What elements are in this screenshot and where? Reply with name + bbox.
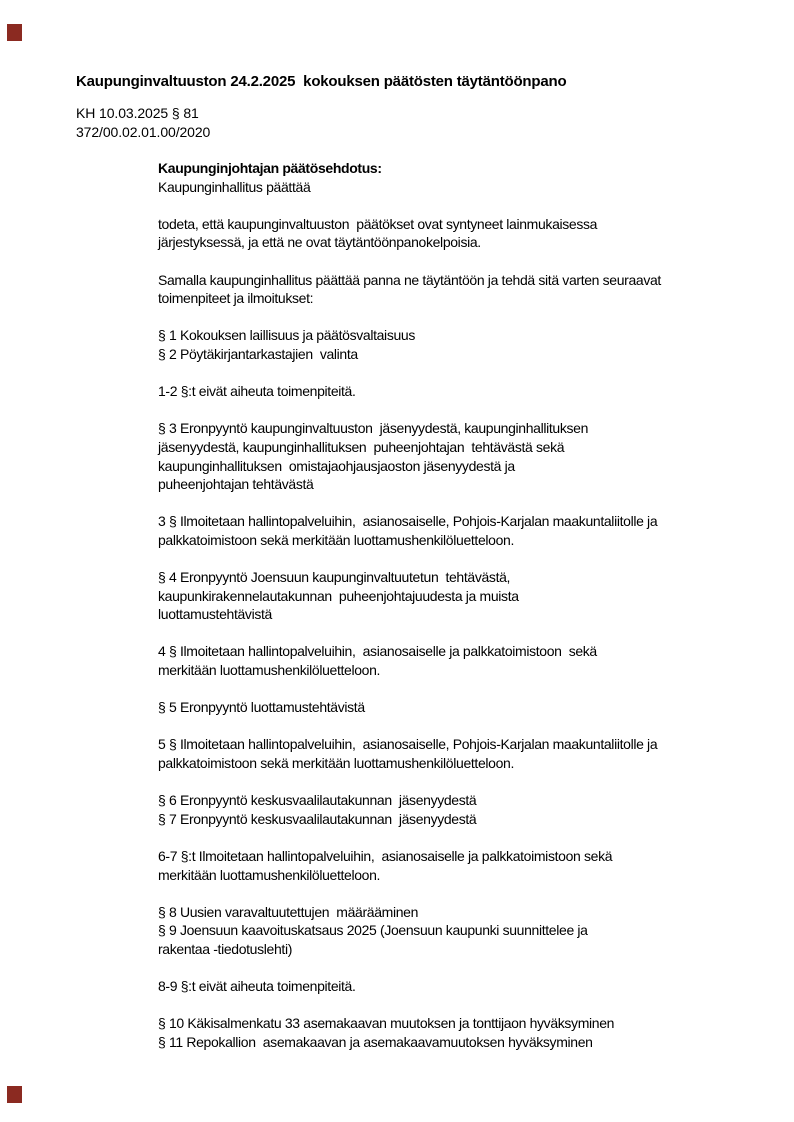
- text-line: 1-2 §:t eivät aiheuta toimenpiteitä.: [158, 383, 356, 400]
- text-line: kaupunginhallituksen omistajaohjausjaoston jäsenyydestä ja: [158, 457, 515, 474]
- text-line: merkitään luottamushenkilöluetteloon.: [158, 662, 381, 679]
- text-line: luottamustehtävistä: [158, 606, 272, 623]
- text-line: 4 § Ilmoitetaan hallintopalveluihin, asianosaiselle ja palkkatoimistoon sekä: [158, 643, 597, 660]
- paragraph: [158, 642, 764, 679]
- text-line: § 9 Joensuun kaavoituskatsaus 2025 (Joensuun kaupunki suunnittelee ja: [158, 922, 588, 939]
- paragraph: [158, 271, 764, 308]
- text-line: jäsenyydestä, kaupunginhallituksen puheenjohtajan tehtävästä sekä: [158, 438, 565, 455]
- text-line: § 6 Eronpyyntö keskusvaalilautakunnan jäsenyydestä: [158, 792, 477, 809]
- page-edge-mark-top: [7, 24, 22, 41]
- bold-text-line: Kaupunginjohtajan päätösehdotus:: [158, 160, 382, 176]
- text-line: kaupunkirakennelautakunnan puheenjohtajuudesta ja muista: [158, 587, 519, 604]
- text-line: 3 § Ilmoitetaan hallintopalveluihin, asianosaiselle, Pohjois-Karjalan maakuntaliitolle ja: [158, 513, 658, 530]
- reference-case-number: 372/00.02.01.00/2020: [76, 124, 211, 140]
- paragraph: [158, 735, 764, 772]
- text-line: § 2 Pöytäkirjantarkastajien valinta: [158, 345, 358, 362]
- text-line: palkkatoimistoon sekä merkitään luottamushenkilöluetteloon.: [158, 755, 515, 771]
- paragraph: [158, 326, 764, 363]
- paragraph: [158, 568, 764, 624]
- text-line: 8-9 §:t eivät aiheuta toimenpiteitä.: [158, 978, 356, 995]
- paragraph: [158, 382, 764, 401]
- text-line: § 10 Käkisalmenkatu 33 asemakaavan muutoksen ja tonttijaon hyväksyminen: [158, 1015, 615, 1032]
- text-line: 5 § Ilmoitetaan hallintopalveluihin, asianosaiselle, Pohjois-Karjalan maakuntaliitolle ja: [158, 736, 658, 753]
- paragraph: [158, 903, 764, 959]
- document-references: [76, 104, 210, 142]
- text-line: Samalla kaupunginhallitus päättää panna ne täytäntöön ja tehdä sitä varten seuraavat: [158, 271, 661, 288]
- text-line: rakentaa -tiedotuslehti): [158, 940, 293, 957]
- text-line: § 5 Eronpyyntö luottamustehtävistä: [158, 699, 365, 716]
- document-body: [158, 159, 764, 1052]
- text-line: palkkatoimistoon sekä merkitään luottamushenkilöluetteloon.: [158, 531, 515, 548]
- text-line: § 1 Kokouksen laillisuus ja päätösvaltaisuus: [158, 327, 415, 344]
- text-line: § 11 Repokallion asemakaavan ja asemakaavamuutoksen hyväksyminen: [158, 1033, 593, 1050]
- paragraph: [158, 847, 764, 884]
- text-line: 6-7 §:t Ilmoitetaan hallintopalveluihin, asianosaiselle ja palkkatoimistoon sekä: [158, 847, 613, 864]
- page-edge-mark-bottom: [7, 1086, 22, 1103]
- text-line: Kaupunginhallitus päättää: [158, 178, 311, 195]
- text-line: § 4 Eronpyyntö Joensuun kaupunginvaltuutetun tehtävästä,: [158, 569, 511, 586]
- paragraph: [158, 512, 764, 549]
- paragraph: [158, 159, 764, 196]
- text-line: järjestyksessä, ja että ne ovat täytäntöönpanokelpoisia.: [158, 234, 481, 251]
- paragraph: [158, 1014, 764, 1051]
- paragraph: [158, 215, 764, 252]
- text-line: merkitään luottamushenkilöluetteloon.: [158, 866, 381, 883]
- paragraph: [158, 419, 764, 493]
- document-title: Kaupunginvaltuuston 24.2.2025 kokouksen päätösten täytäntöönpano: [76, 73, 567, 90]
- text-line: § 3 Eronpyyntö kaupunginvaltuuston jäsenyydestä, kaupunginhallituksen: [158, 420, 589, 437]
- text-line: toimenpiteet ja ilmoitukset:: [158, 290, 314, 307]
- text-line: § 8 Uusien varavaltuutettujen määrääminen: [158, 903, 419, 920]
- paragraph: [158, 791, 764, 828]
- paragraph: [158, 977, 764, 996]
- reference-decision-line: KH 10.03.2025 § 81: [76, 105, 199, 121]
- text-line: § 7 Eronpyyntö keskusvaalilautakunnan jäsenyydestä: [158, 810, 477, 827]
- text-line: todeta, että kaupunginvaltuuston päätökset ovat syntyneet lainmukaisessa: [158, 215, 598, 232]
- text-line: puheenjohtajan tehtävästä: [158, 476, 314, 493]
- paragraph: [158, 698, 764, 717]
